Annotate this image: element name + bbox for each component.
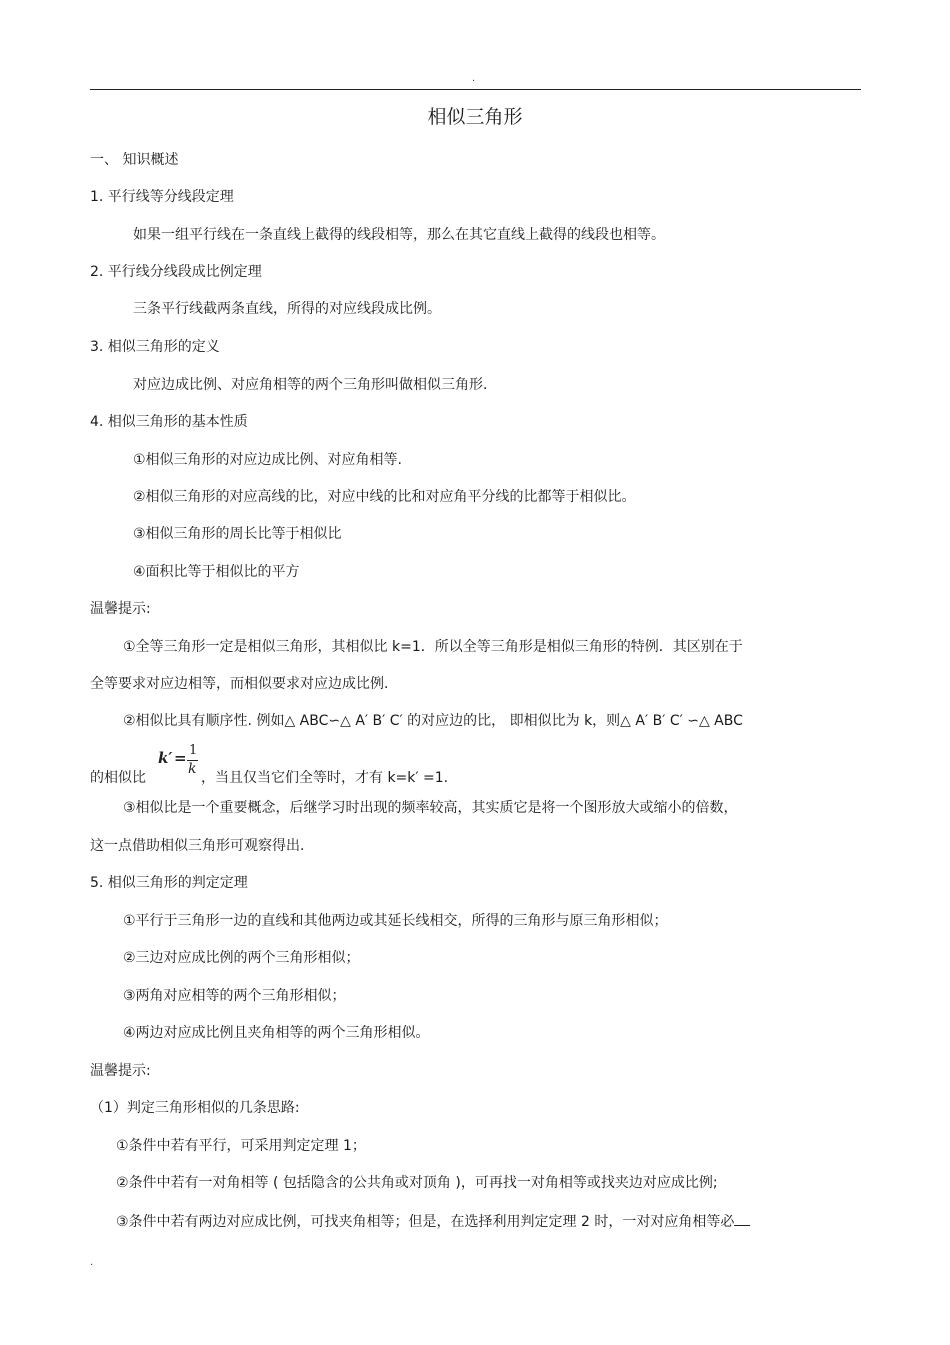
tip-body: ②相似比具有顺序性. 例如△ ABC∽△ A′ B′ C′ 的对应边的比， 即相似比为 k，则△ A′ B′ C′ ∽△ ABC xyxy=(123,713,743,729)
sub-heading: （1）判定三角形相似的几条思路: xyxy=(90,1100,300,1116)
approach-item xyxy=(116,1211,750,1232)
tip-body: ③相似比是一个重要概念，后继学习时出现的频率较高，其实质它是将一个图形放大或缩小的倍数， xyxy=(123,800,738,816)
tip-body: ，当且仅当它们全等时，才有 k=k′ =1. xyxy=(201,770,449,786)
formula-denominator: k xyxy=(188,761,197,777)
tip-heading: 温馨提示: xyxy=(90,601,151,617)
property-item: ④面积比等于相似比的平方 xyxy=(133,564,300,580)
blank-underline xyxy=(734,1211,750,1226)
item-heading: 5. 相似三角形的判定定理 xyxy=(90,875,248,891)
property-item: ①相似三角形的对应边成比例、对应角相等. xyxy=(133,452,402,468)
property-item: ③相似三角形的周长比等于相似比 xyxy=(133,526,342,542)
page-title: 相似三角形 xyxy=(427,106,523,128)
similarity-ratio-formula xyxy=(158,741,202,785)
item-heading: 1. 平行线等分线段定理 xyxy=(90,189,234,205)
section-heading: 一、 知识概述 xyxy=(90,152,179,168)
theorem-item: ②三边对应成比例的两个三角形相似； xyxy=(123,950,360,966)
formula-lhs: k′ xyxy=(158,749,173,767)
theorem-item: ③两角对应相等的两个三角形相似； xyxy=(123,988,346,1004)
tip-body: ①全等三角形一定是相似三角形，其相似比 k=1．所以全等三角形是相似三角形的特例．其区别在于 xyxy=(123,639,743,655)
formula-equals: = xyxy=(174,749,187,767)
item-heading: 2. 平行线分线段成比例定理 xyxy=(90,264,262,280)
tip-body: 这一点借助相似三角形可观察得出. xyxy=(90,838,305,854)
item-body: 对应边成比例、对应角相等的两个三角形叫做相似三角形. xyxy=(133,377,488,393)
property-item: ②相似三角形的对应高线的比，对应中线的比和对应角平分线的比都等于相似比。 xyxy=(133,489,636,505)
item-heading: 3. 相似三角形的定义 xyxy=(90,339,220,355)
item-heading: 4. 相似三角形的基本性质 xyxy=(90,414,248,430)
tip-heading: 温馨提示: xyxy=(90,1063,151,1079)
approach-item: ①条件中若有平行，可采用判定定理 1； xyxy=(116,1138,366,1154)
item-body: 三条平行线截两条直线，所得的对应线段成比例。 xyxy=(133,301,441,317)
formula-numerator: 1 xyxy=(189,743,198,758)
footer-mark: . xyxy=(90,1257,94,1268)
tip-body: 的相似比 xyxy=(90,770,146,786)
tip-body: 全等要求对应边相等，而相似要求对应边成比例. xyxy=(90,676,389,692)
header-mark: . xyxy=(472,73,476,84)
theorem-item: ④两边对应成比例且夹角相等的两个三角形相似。 xyxy=(123,1025,430,1041)
item-body: 如果一组平行线在一条直线上截得的线段相等，那么在其它直线上截得的线段也相等。 xyxy=(133,227,665,243)
approach-item: ②条件中若有一对角相等 ( 包括隐含的公共角或对顶角 )，可再找一对角相等或找夹边对应成比例; xyxy=(116,1175,718,1191)
header-rule xyxy=(90,89,861,90)
approach-item-text: ③条件中若有两边对应成比例，可找夹角相等；但是，在选择利用判定定理 2 时，一对对应角相等必 xyxy=(116,1214,735,1230)
theorem-item: ①平行于三角形一边的直线和其他两边或其延长线相交，所得的三角形与原三角形相似； xyxy=(123,913,668,929)
